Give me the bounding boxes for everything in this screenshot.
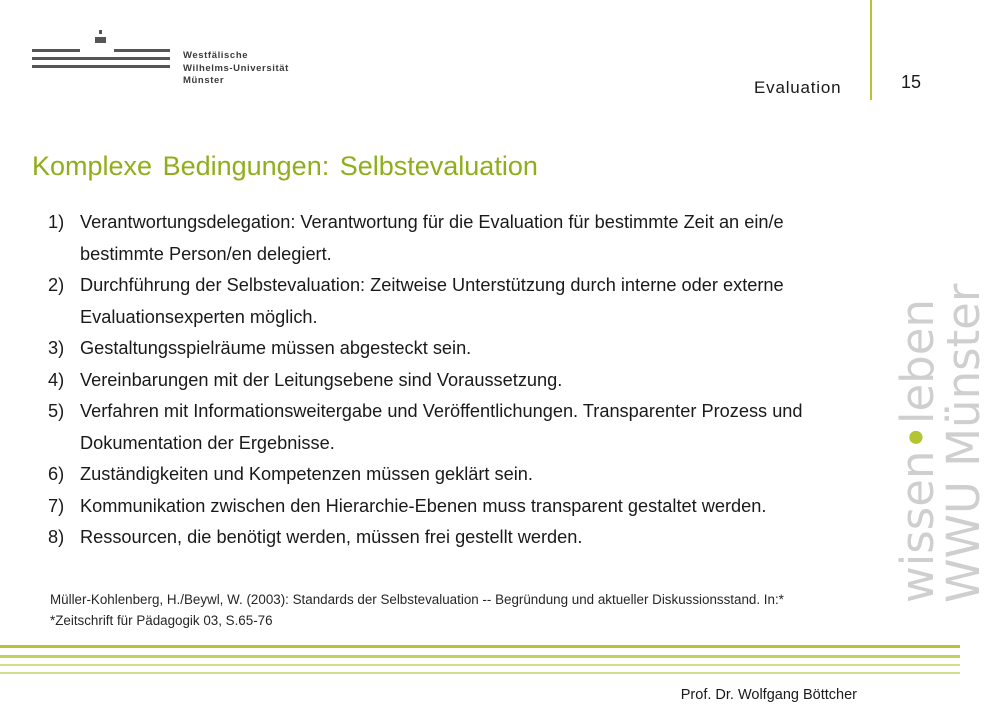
list-item — [48, 207, 868, 270]
item-number: 6) — [48, 464, 65, 484]
item-text: Gestaltungsspielräume müssen abgesteckt sein. — [80, 338, 472, 358]
watermark-line-1 — [891, 284, 944, 603]
item-text: Vereinbarungen mit der Leitungsebene sind Voraussetzung. — [80, 369, 563, 390]
item-number: 2) — [48, 275, 65, 295]
watermark-dot: • — [891, 424, 944, 451]
item-text: Ressourcen, die benötigt werden, müssen frei gestellt werden. — [80, 527, 583, 547]
watermark-word-leben: leben — [891, 299, 944, 425]
university-name-line-2: Wilhelms-Universität — [183, 62, 289, 74]
list-item — [48, 365, 868, 397]
page-number: 15 — [900, 72, 922, 92]
footer-author: Prof. Dr. Wolfgang Böttcher — [680, 687, 857, 703]
list-item — [48, 333, 868, 365]
item-number: 8) — [48, 527, 65, 547]
item-text: Kommunikation zwischen den Hierarchie-Ebenen muss transparent gestaltet werden. — [80, 495, 767, 516]
university-name-line-1: Westfälische — [183, 50, 249, 61]
list-item — [48, 396, 868, 459]
wissen-leben-watermark — [891, 283, 990, 603]
footer-stripes — [0, 645, 960, 685]
section-label: Evaluation — [754, 78, 842, 97]
list-item — [48, 522, 868, 554]
university-name — [183, 50, 289, 88]
watermark-word-wissen: wissen — [891, 450, 944, 603]
item-text: Verantwortungsdelegation: Verantwortung für die Evaluation für bestimmte Zeit an ein/e bestimmte Person/en delegiert. — [80, 212, 784, 264]
item-text: Durchführung der Selbstevaluation: Zeitweise Unterstützung durch interne oder externe Evaluationsexperten möglich. — [80, 275, 784, 327]
item-number: 1) — [48, 212, 65, 232]
item-number: 5) — [48, 401, 65, 421]
reference-citation: Müller-Kohlenberg, H./Beywl, W. (2003): Standards der Selbstevaluation -- Begründung und aktueller Diskussionsstand. In:* *Zeitschrift für Pädagogik 03, S.65-76 — [50, 592, 784, 628]
item-text: Verfahren mit Informationsweitergabe und Veröffentlichungen. Transparenter Prozess und Dokumentation der Ergebnisse. — [80, 401, 803, 453]
list-item — [48, 459, 868, 491]
header-divider — [870, 0, 872, 100]
condition-list — [48, 207, 868, 554]
item-number: 3) — [48, 338, 65, 358]
watermark-line-2: WWU Münster — [937, 283, 990, 603]
slide-title: Komplexe Bedingungen: Selbstevaluation — [32, 151, 538, 181]
item-text: Zuständigkeiten und Kompetenzen müssen geklärt sein. — [80, 464, 533, 484]
university-name-line-3: Münster — [183, 75, 225, 86]
item-number: 4) — [48, 369, 65, 390]
item-number: 7) — [48, 495, 65, 516]
list-item — [48, 270, 868, 333]
list-item — [48, 491, 868, 523]
